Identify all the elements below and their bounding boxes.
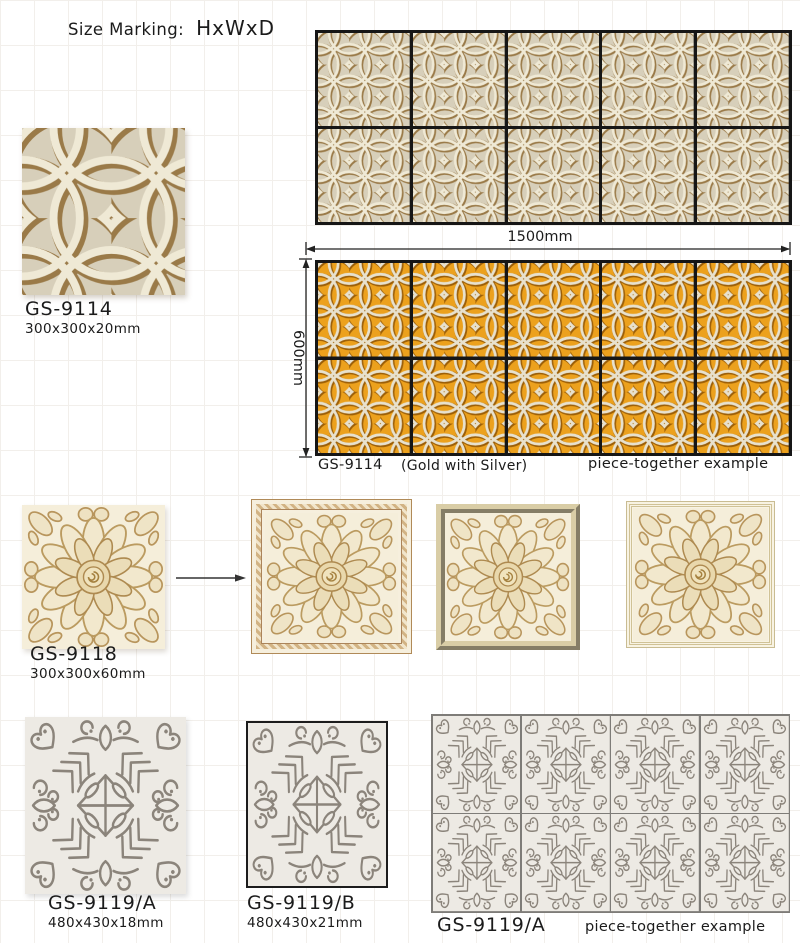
product-size: 300x300x60mm (30, 666, 146, 682)
tile-cell (602, 360, 694, 454)
tile-cell (508, 360, 600, 454)
product-label-gs9119b (247, 893, 363, 932)
framed-tile-rope (251, 499, 412, 654)
tile-cell (318, 33, 410, 126)
product-size: 300x300x20mm (25, 321, 141, 337)
tile-swatch-gs9114 (22, 128, 185, 295)
tile-cell (508, 129, 600, 222)
tile-cell (522, 716, 610, 813)
size-marking-label: Size Marking: (68, 20, 185, 39)
product-size: 480x430x18mm (48, 915, 164, 931)
rope-frame (256, 504, 407, 649)
tile-cell (611, 814, 699, 911)
gold-caption-example: piece-together example (588, 456, 769, 472)
dim-height-arrow (287, 256, 313, 460)
tile-cell (508, 263, 600, 357)
tile-cell (318, 129, 410, 222)
tile-cell (701, 814, 789, 911)
tile-swatch-gs9118 (22, 505, 165, 649)
tile-grid-gs9114-gold (315, 260, 792, 456)
dim-height-label: 600mm (290, 330, 306, 386)
double-frame-inner (629, 504, 772, 645)
tile-cell (697, 129, 789, 222)
dim-width-arrow (303, 228, 793, 256)
example-caption-label: piece-together example (585, 919, 766, 935)
transform-arrow-icon (176, 571, 246, 585)
size-format-value: HxWxD (196, 16, 275, 40)
tile-cell (602, 263, 694, 357)
product-code: GS-9119/B (247, 892, 356, 914)
tile-cell (318, 360, 410, 454)
tile-cell (522, 814, 610, 911)
rope-frame-inner (261, 509, 402, 644)
example-caption-code: GS-9119/A (437, 914, 546, 936)
product-code: GS-9114 (25, 298, 113, 320)
product-size: 480x430x21mm (247, 915, 363, 931)
tile-cell (508, 33, 600, 126)
product-label-gs9114 (25, 299, 141, 338)
product-label-gs9118 (30, 644, 146, 683)
tile-cell (413, 360, 505, 454)
tile-cell (433, 716, 521, 813)
tile-swatch-gs9119b (246, 721, 388, 888)
framed-tile-bevel (436, 504, 580, 650)
framed-tile-double (626, 501, 775, 648)
tile-cell (697, 263, 789, 357)
tile-cell (701, 716, 789, 813)
tile-cell (433, 814, 521, 911)
tile-grid-gs9114-beige (315, 30, 792, 225)
product-code: GS-9118 (30, 643, 118, 665)
tile-cell (413, 263, 505, 357)
gold-caption-code: GS-9114 (318, 457, 383, 473)
tile-swatch-gs9119a (25, 717, 186, 894)
gold-caption-variant: (Gold with Silver) (401, 458, 528, 474)
tile-cell (602, 33, 694, 126)
size-marking-header (68, 16, 275, 40)
product-code: GS-9119/A (48, 892, 157, 914)
tile-cell (697, 33, 789, 126)
dim-width-label: 1500mm (507, 229, 573, 245)
tile-cell (413, 33, 505, 126)
tile-cell (413, 129, 505, 222)
tile-grid-gs9119-example (431, 714, 790, 913)
tile-cell (318, 263, 410, 357)
tile-cell (697, 360, 789, 454)
tile-cell (611, 716, 699, 813)
tile-cell (602, 129, 694, 222)
product-label-gs9119a (48, 893, 164, 932)
